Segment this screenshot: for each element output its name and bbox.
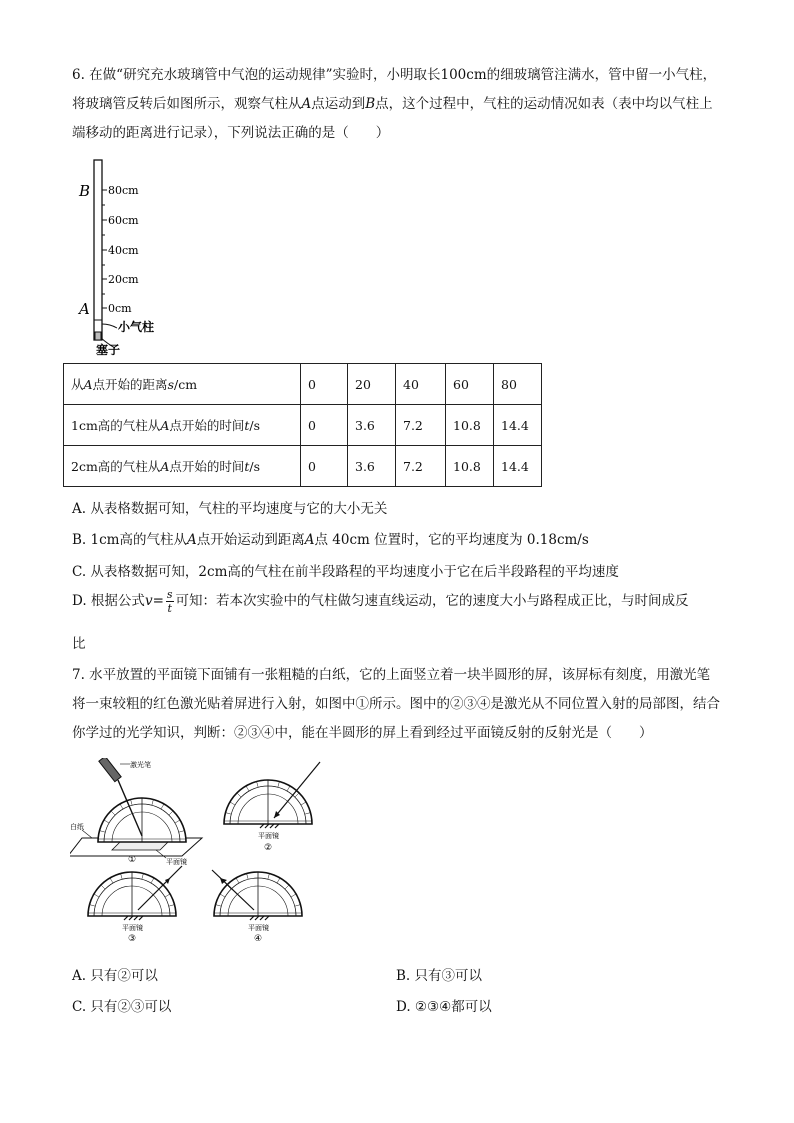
table-row [64, 405, 542, 446]
plug [95, 332, 101, 340]
tick-label-20: 20cm [108, 273, 139, 286]
label-text: 点开始的距离 [92, 377, 168, 392]
formula-numerator: s [166, 588, 173, 601]
figure-label-b: B [79, 182, 91, 200]
label-point: A [83, 377, 93, 392]
label-var: t [244, 459, 250, 474]
mirror-label-4: 平面镜 [248, 924, 269, 932]
tick-label-80: 80cm [108, 184, 139, 197]
q7-option-a: A. 只有②可以 [72, 968, 158, 984]
table-cell: 20 [348, 364, 396, 405]
panel-1 [70, 758, 202, 866]
protractor-figure [70, 758, 332, 950]
option-text: 点开始运动到距离 [196, 532, 305, 548]
table-cell: 0 [301, 364, 348, 405]
table-cell: 14.4 [494, 446, 542, 487]
formula-fraction [166, 588, 174, 615]
option-text: D. 根据公式 [72, 593, 145, 609]
q6-stem [72, 61, 722, 148]
mirror-label-2: 平面镜 [258, 832, 279, 840]
table-cell: 0 [301, 446, 348, 487]
label-text: 2cm高的气柱从 [71, 459, 161, 474]
row-label [64, 364, 301, 405]
table-row [64, 364, 542, 405]
option-point: A [304, 532, 315, 548]
panel-4 [212, 870, 302, 944]
table-cell: 10.8 [446, 446, 494, 487]
label-point: A [160, 418, 170, 433]
table-cell: 10.8 [446, 405, 494, 446]
tick-label-60: 60cm [108, 214, 139, 227]
bubble-label: 小气柱 [118, 320, 155, 334]
mirror-label-3: 平面镜 [122, 924, 143, 932]
label-var: s [167, 377, 174, 392]
label-var: t [244, 418, 250, 433]
label-unit: /s [249, 418, 261, 433]
q6-stem-part2: 的细玻璃管注满水，管中留一小气柱，将玻璃管反转后如图所示，观察气柱从 [72, 67, 717, 112]
label-text: 点开始的时间 [169, 418, 245, 433]
mirror-plate [112, 842, 168, 850]
tick-marks [102, 190, 107, 308]
label-text: 1cm高的气柱从 [71, 418, 161, 433]
q6-option-d-wrap: 比 [72, 636, 86, 652]
table-cell: 14.4 [494, 405, 542, 446]
q6-stem-part1: 6. 在做“研究充水玻璃管中气泡的运动规律”实验时，小明取长 [72, 67, 441, 83]
panel-label-3: ③ [128, 934, 137, 944]
q6-point-b: B [365, 96, 376, 112]
table-cell: 60 [446, 364, 494, 405]
q6-stem-part3: 点运动到 [311, 96, 366, 112]
q6-option-b [72, 528, 589, 548]
formula-denominator: t [167, 602, 172, 615]
q6-option-a: A. 从表格数据可知，气柱的平均速度与它的大小无关 [72, 501, 388, 517]
panel-label-1: ① [128, 855, 137, 865]
bubble-pointer [102, 324, 117, 328]
laser-label: 激光笔 [130, 761, 151, 769]
formula-v: v [144, 593, 153, 609]
laser-pen [99, 758, 121, 782]
q7-option-c: C. 只有②③可以 [72, 999, 172, 1015]
option-text: 可知：若本次实验中的气柱做匀速直线运动，它的速度大小与路程成正比，与时间成反 [175, 593, 689, 609]
table-row [64, 446, 542, 487]
figure-label-a: A [79, 300, 90, 318]
q6-option-c: C. 从表格数据可知，2cm高的气柱在前半段路程的平均速度小于它在后半段路程的平均速度 [72, 564, 619, 580]
table-cell: 3.6 [348, 446, 396, 487]
plug-label: 塞子 [96, 343, 121, 357]
table-cell: 7.2 [396, 405, 446, 446]
table-cell: 0 [301, 405, 348, 446]
panel-3 [88, 866, 182, 944]
option-text: B. 1cm高的气柱从 [72, 532, 187, 548]
glass-tube [94, 160, 102, 340]
label-unit: /cm [173, 377, 198, 392]
q6-stem-part4: 点，这个过程中，气柱的运动情况如表（表中均以气柱上端移动的距离进行记录），下列说法正确的是（ ） [72, 96, 713, 141]
mirror-label-1: 平面镜 [166, 858, 187, 866]
label-unit: /s [249, 459, 261, 474]
panel-label-2: ② [264, 843, 273, 853]
q7-option-d: D. ②③④都可以 [396, 999, 492, 1015]
data-table [63, 363, 542, 487]
formula-eq: = [152, 593, 164, 609]
tick-label-0: 0cm [108, 302, 132, 315]
paper-label: 白纸 [70, 823, 84, 831]
label-point: A [160, 459, 170, 474]
q7-stem: 7. 水平放置的平面镜下面铺有一张粗糙的白纸，它的上面竖立着一块半圆形的屏，该屏标有刻度，用激光笔将一束较粗的红色激光贴着屏进行入射，如图中①所示。图中的②③④是激光从不同位置入射的局部图，结合你学过的光学知识，判断：②③④中，能在半圆形的屏上看到经过平面镜反射的反射光是（ ） [72, 667, 720, 741]
table-cell: 80 [494, 364, 542, 405]
table-cell: 40 [396, 364, 446, 405]
q6-point-a: A [301, 96, 312, 112]
row-label [64, 446, 301, 487]
glass-tube-figure [70, 158, 180, 358]
label-text: 点开始的时间 [169, 459, 245, 474]
panel-2 [224, 762, 320, 853]
table-cell: 3.6 [348, 405, 396, 446]
table-cell: 7.2 [396, 446, 446, 487]
q6-option-d [72, 588, 689, 615]
tick-label-40: 40cm [108, 244, 139, 257]
option-text: 点 40cm 位置时，它的平均速度为 0.18cm/s [314, 532, 589, 548]
label-text: 从 [71, 377, 84, 392]
option-point: A [186, 532, 197, 548]
q7-option-b: B. 只有③可以 [396, 968, 483, 984]
q6-stem-length: 100cm [440, 67, 487, 83]
panel-label-4: ④ [254, 934, 263, 944]
row-label [64, 405, 301, 446]
